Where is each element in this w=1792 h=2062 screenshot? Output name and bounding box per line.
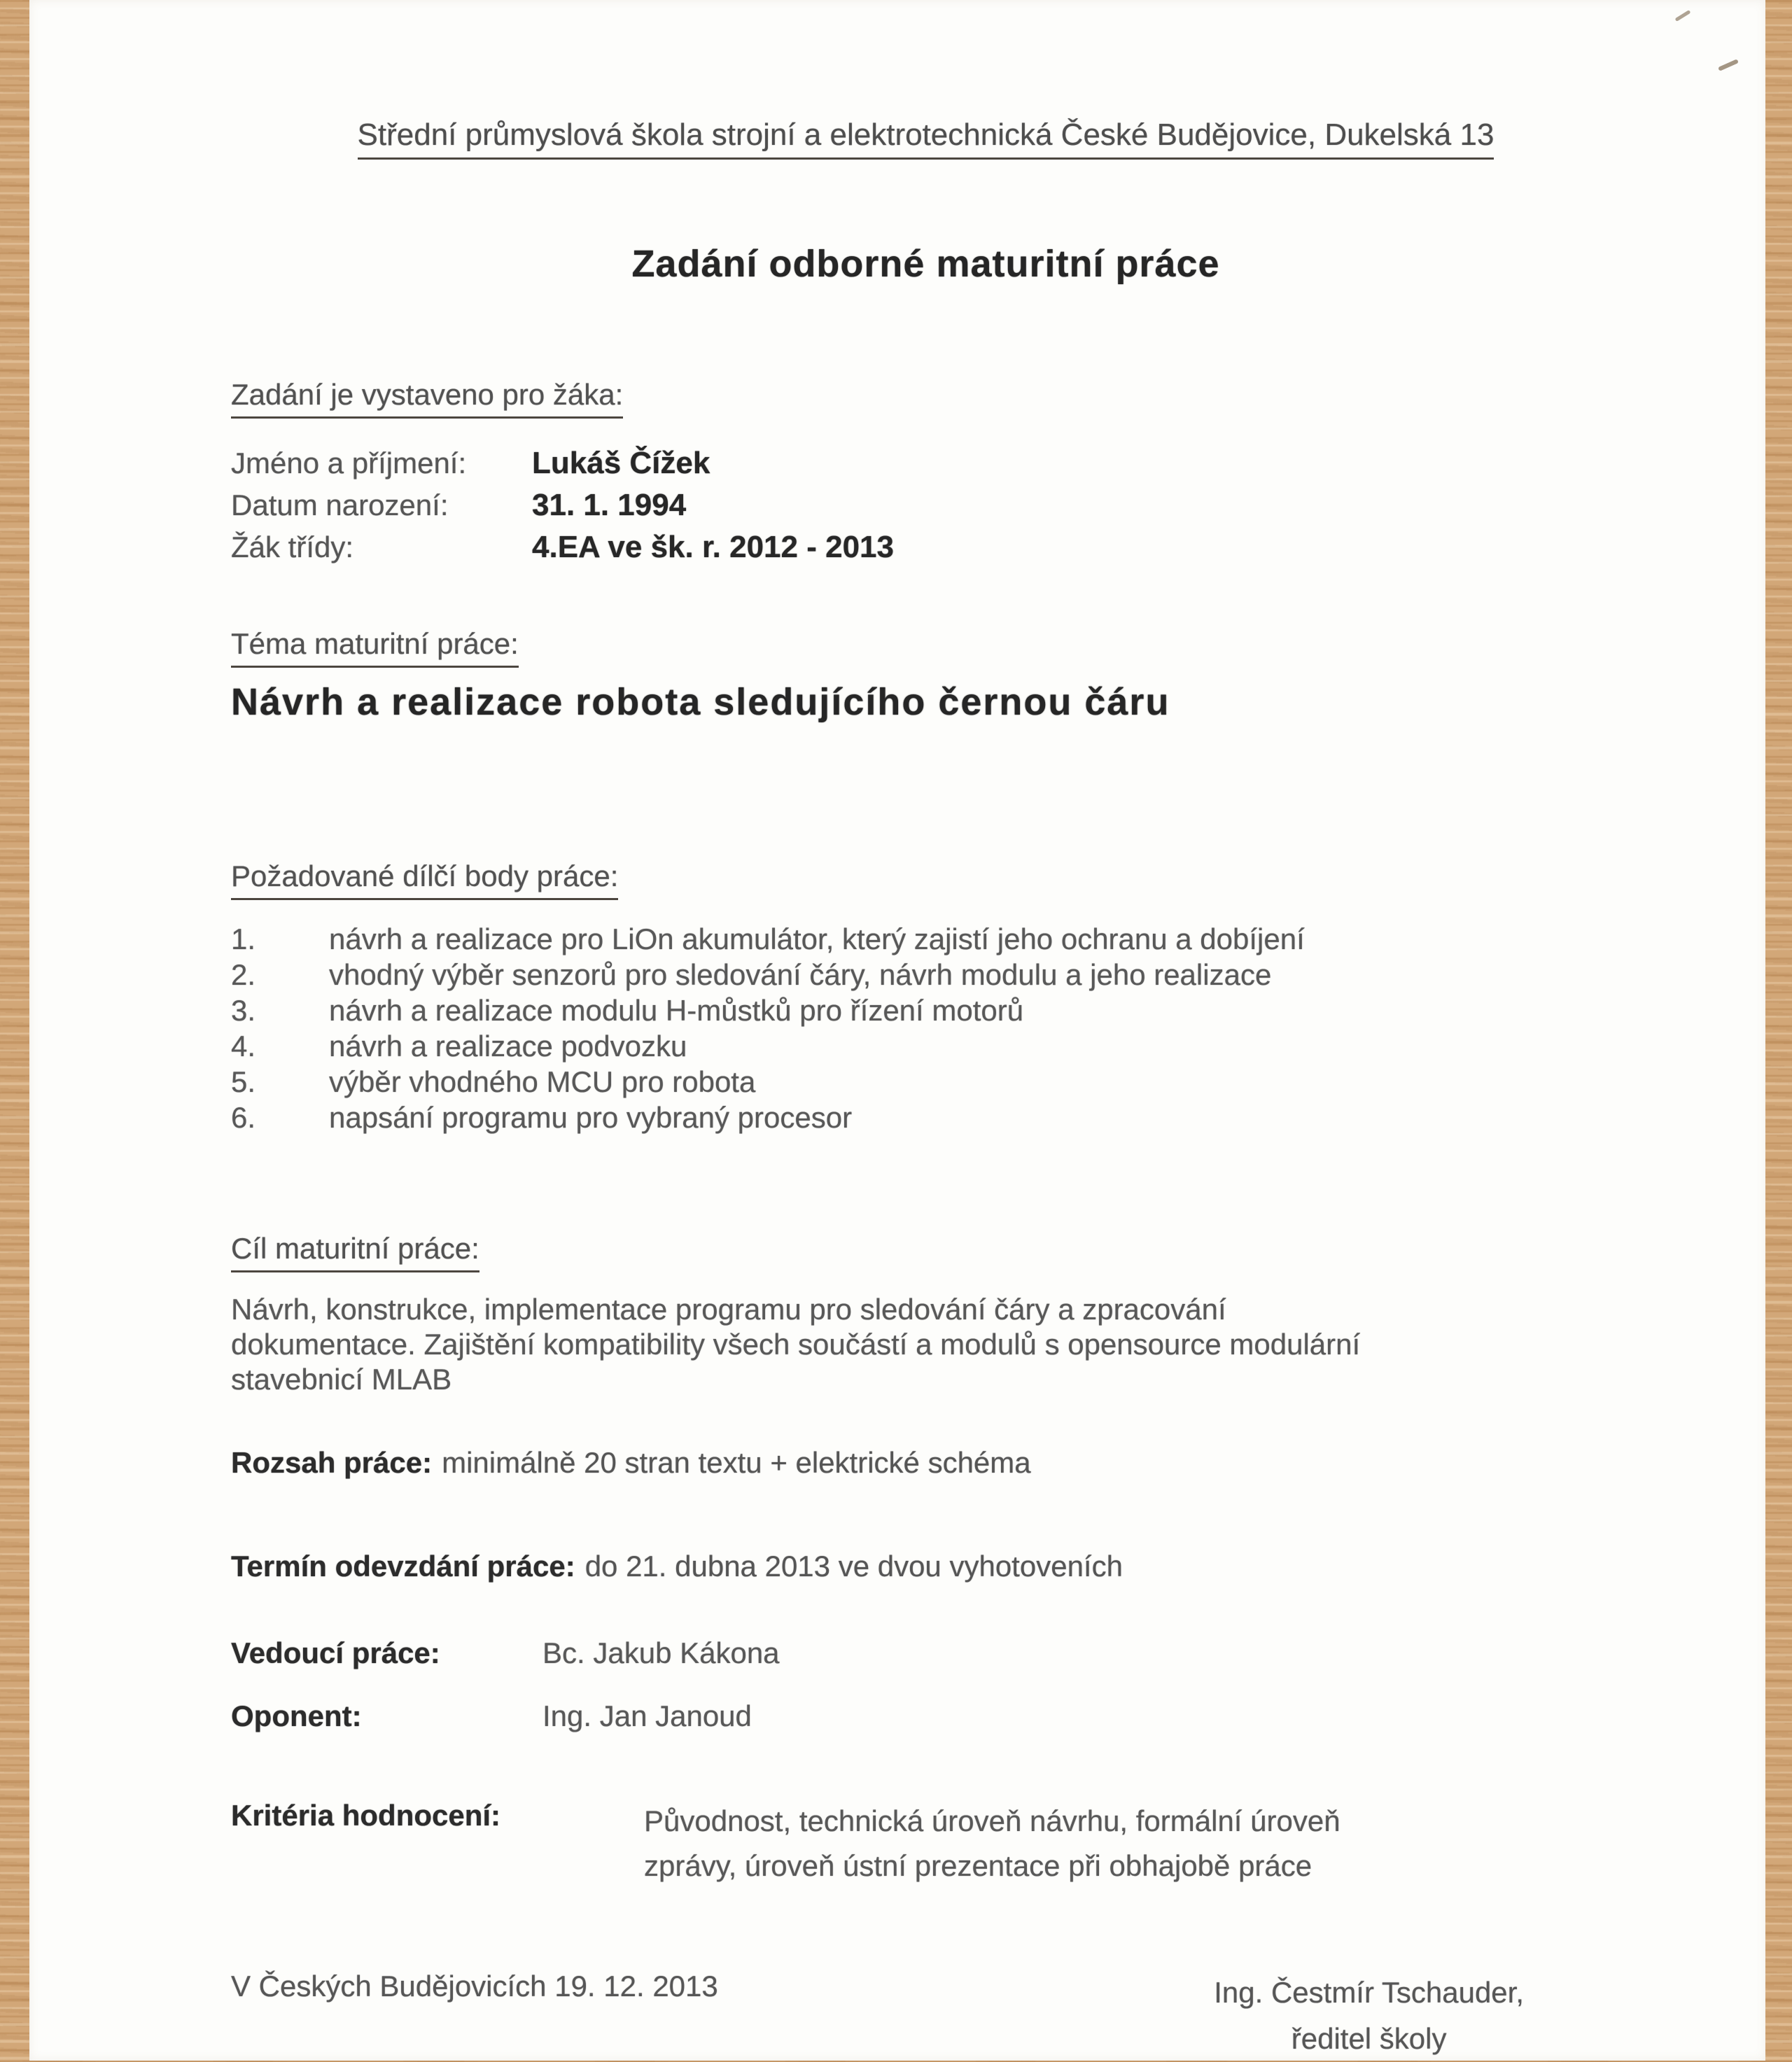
scope-label: Rozsah práce: [231,1446,433,1479]
supervisor-label: Vedoucí práce: [231,1636,440,1669]
signer-name: Ing. Čestmír Tschauder, [1214,1976,1524,2009]
item-text: návrh a realizace podvozku [329,1030,687,1062]
list-item [231,957,1620,993]
goal-line: Návrh, konstrukce, implementace programu pro sledování čáry a zpracování [231,1293,1226,1326]
deadline-line [231,1550,1620,1583]
theme-section-heading: Téma maturitní práce: [231,627,1620,668]
item-number: 5. [231,1065,256,1098]
birth-date-label: Datum narození: [231,489,449,521]
item-text: návrh a realizace pro LiOn akumulátor, který zajistí jeho ochranu a dobíjení [329,923,1305,955]
scan-speck [1674,10,1690,22]
list-item [231,993,1620,1028]
school-header-text: Střední průmyslová škola strojní a elektrotechnická České Budějovice, Dukelská 13 [358,118,1494,160]
item-text: návrh a realizace modulu H-můstků pro řízení motorů [329,994,1024,1027]
class-label: Žák třídy: [231,531,354,563]
student-name-value: Lukáš Čížek [532,446,710,480]
footer-row [231,1970,1620,2062]
scope-value: minimálně 20 stran textu + elektrické schéma [442,1446,1031,1479]
criteria-row [231,1799,1620,1888]
list-item [231,1100,1620,1135]
list-item [231,921,1620,957]
signer-title: ředitel školy [1291,2022,1447,2055]
school-header [231,118,1620,160]
thesis-title: Návrh a realizace robota sledujícího černou čáru [231,681,1170,723]
scope-line [231,1446,1620,1480]
student-name-label: Jméno a příjmení: [231,447,467,479]
criteria-label: Kritéria hodnocení: [231,1799,501,1832]
signature-block [1214,1970,1524,2062]
place-date: V Českých Budějovicích 19. 12. 2013 [231,1970,718,2003]
item-text: vhodný výběr senzorů pro sledování čáry, návrh modulu a jeho realizace [329,958,1272,991]
class-value: 4.EA ve šk. r. 2012 - 2013 [532,530,894,564]
item-number: 1. [231,923,256,955]
deadline-label: Termín odevzdání práce: [231,1550,575,1583]
list-item [231,1064,1620,1100]
goal-paragraph [231,1292,1620,1397]
deadline-value: do 21. dubna 2013 ve dvou vyhotoveních [584,1550,1123,1583]
opponent-label: Oponent: [231,1699,362,1732]
document-content [231,0,1620,2062]
supervisor-row [231,1636,1620,1670]
supervisor-value: Bc. Jakub Kákona [542,1636,780,1669]
goal-line: stavebnicí MLAB [231,1363,452,1396]
item-text: výběr vhodného MCU pro robota [329,1065,756,1098]
opponent-row [231,1699,1620,1733]
scan-speck [1718,59,1739,71]
student-info-rows [231,442,1620,568]
goal-section-heading: Cíl maturitní práce: [231,1232,1620,1272]
item-number: 4. [231,1030,256,1062]
goal-line: dokumentace. Zajištění kompatibility všech součástí a modulů s opensource modulární [231,1328,1361,1361]
student-section-heading: Zadání je vystaveno pro žáka: [231,378,1620,419]
birth-date-value: 31. 1. 1994 [532,488,687,522]
item-text: napsání programu pro vybraný procesor [329,1101,853,1134]
criteria-text [644,1799,1340,1888]
birth-date-row [231,484,1620,526]
class-row [231,526,1620,568]
item-number: 2. [231,958,256,991]
requirements-heading: Požadované dílčí body práce: [231,860,1620,900]
item-number: 6. [231,1101,256,1134]
document-title: Zadání odborné maturitní práce [631,243,1220,285]
list-item [231,1028,1620,1064]
opponent-value: Ing. Jan Janoud [542,1699,752,1732]
student-name-row [231,442,1620,484]
item-number: 3. [231,994,256,1027]
requirements-list [231,921,1620,1135]
criteria-line: zprávy, úroveň ústní prezentace při obhajobě práce [644,1849,1312,1882]
criteria-line: Původnost, technická úroveň návrhu, formální úroveň [644,1804,1340,1837]
